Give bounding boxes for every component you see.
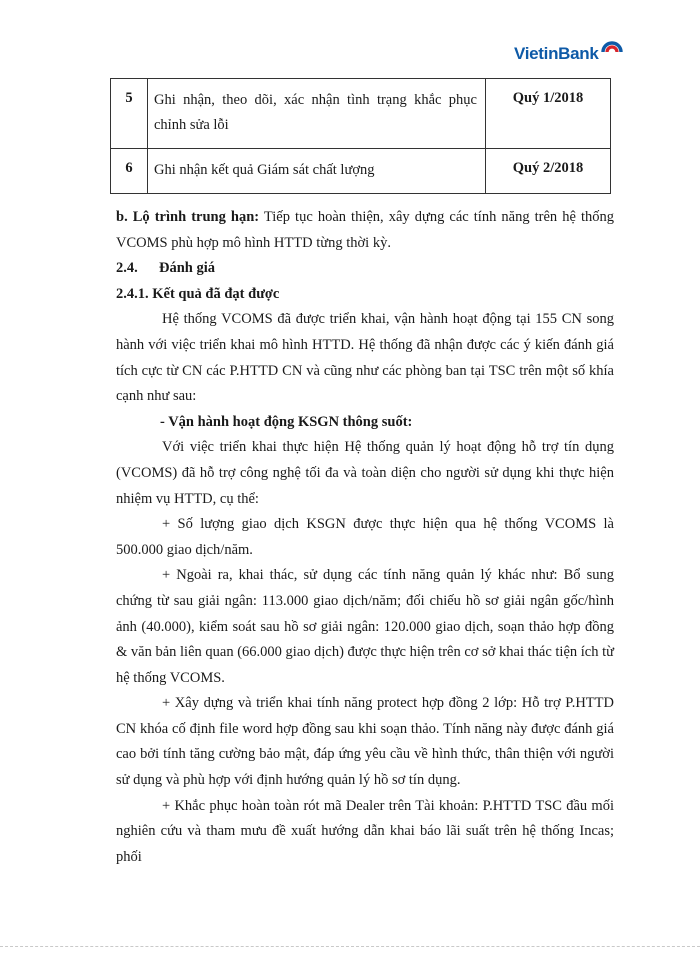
vietinbank-logo (514, 44, 623, 64)
intro-paragraph: Hệ thống VCOMS đã được triển khai, vận hành hoạt động tại 155 CN song hành với việc triển khai mô hình HTTD. Hệ thống đã nhận được các ý kiến đánh giá tích cực từ CN các P.HTTD CN và cũng như các phòng ban tại TSC trên một số khía cạnh như sau: (116, 311, 614, 405)
row-number: 6 (111, 149, 148, 194)
section-title: Đánh giá (159, 260, 216, 277)
roadmap-text: Tiếp tục hoàn thiện, xây dựng các tính năng trên hệ thống VCOMS phù hợp mô hình HTTD từng thời kỳ. (116, 209, 614, 251)
table-row (111, 79, 611, 149)
row-deadline: Quý 2/2018 (486, 149, 611, 194)
row-description: Ghi nhận kết quả Giám sát chất lượng (148, 149, 486, 194)
section-number: 2.4. (116, 260, 138, 277)
subsection-heading (116, 282, 614, 308)
brand-name: VietinBank (514, 44, 599, 63)
paragraph: + Ngoài ra, khai thác, sử dụng các tính năng quản lý khác như: Bổ sung chứng từ sau giải ngân: 113.000 giao dịch/năm; đối chiếu hồ sơ giải ngân gốc/hình ảnh (40.000), kiểm soát sau hồ sơ giải ngân: 120.000 giao dịch, soạn thảo hợp đồng & văn bản liên quan (66.000 giao dịch) được thực hiện trên cơ sở khai thác tiện ích từ hệ thống VCOMS. (116, 567, 614, 686)
subsection-title: Kết quả đã đạt được (152, 285, 280, 302)
table-row (111, 149, 611, 194)
paragraph: + Xây dựng và triển khai tính năng protect hợp đồng 2 lớp: Hỗ trợ P.HTTD CN khóa cố định file word hợp đồng sau khi soạn thảo. Tính năng này được đánh giá cao bởi tính tăng cường bảo mật, đáp ứng yêu cầu về hình thức, thân thiện với người sử dụng và phù hợp với định hướng quản lý hồ sơ tín dụng. (116, 695, 614, 789)
subsection-number: 2.4.1. (116, 285, 149, 302)
roadmap-label: b. Lộ trình trung hạn: (116, 209, 260, 225)
vietinbank-logo-icon (601, 38, 623, 60)
row-number: 5 (111, 79, 148, 149)
section-heading (116, 256, 614, 282)
sub-heading: - Vận hành hoạt động KSGN thông suốt: (160, 413, 413, 430)
page-bottom-divider (0, 946, 700, 947)
paragraph: + Số lượng giao dịch KSGN được thực hiện qua hệ thống VCOMS là 500.000 giao dịch/năm. (116, 516, 614, 558)
row-description: Ghi nhận, theo dõi, xác nhận tình trạng khắc phục chỉnh sửa lỗi (148, 79, 486, 149)
roadmap-paragraph (116, 205, 614, 256)
paragraph: Với việc triển khai thực hiện Hệ thống quản lý hoạt động hỗ trợ tín dụng (VCOMS) đã hỗ trợ công nghệ tối đa và toàn diện cho người sử dụng khi thực hiện nhiệm vụ HTTD, cụ thể: (116, 439, 614, 507)
schedule-table (110, 78, 611, 194)
row-deadline: Quý 1/2018 (486, 79, 611, 149)
document-body (116, 205, 614, 870)
paragraph: + Khắc phục hoàn toàn rót mã Dealer trên Tài khoản: P.HTTD TSC đầu mối nghiên cứu và tham mưu đề xuất hướng dẫn khai báo lãi suất trên hệ thống Incas; phối (116, 797, 614, 865)
